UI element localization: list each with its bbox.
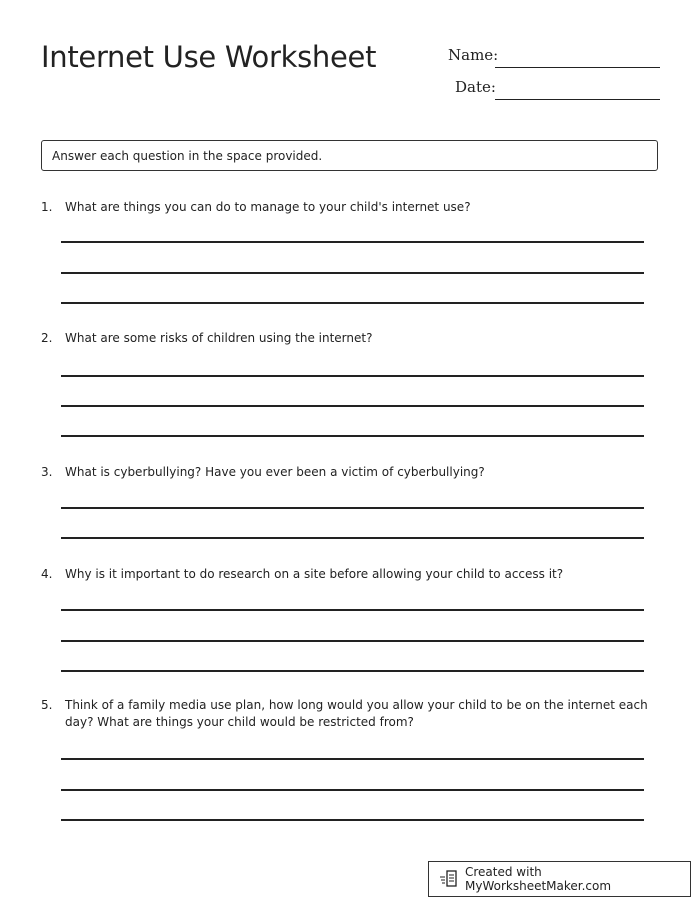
answer-line xyxy=(61,302,644,304)
page-title: Internet Use Worksheet xyxy=(41,40,377,74)
question-4 xyxy=(41,566,656,583)
name-label: Name: xyxy=(448,46,499,64)
answer-line xyxy=(61,670,644,672)
question-line: What are some risks of children using the internet? xyxy=(65,331,373,345)
question-text xyxy=(41,697,656,731)
question-text xyxy=(41,199,656,216)
answer-line xyxy=(61,537,644,539)
answer-line xyxy=(61,789,644,791)
question-line: What is cyberbullying? Have you ever been a victim of cyberbullying? xyxy=(65,465,485,479)
answer-line xyxy=(61,272,644,274)
worksheet-maker-logo-icon xyxy=(439,869,459,889)
question-text xyxy=(41,464,656,481)
answer-line xyxy=(61,405,644,407)
question-text xyxy=(41,566,656,583)
answer-line xyxy=(61,507,644,509)
question-number: 3. xyxy=(41,465,53,479)
question-line: Why is it important to do research on a site before allowing your child to access it? xyxy=(65,567,564,581)
date-line xyxy=(495,99,660,100)
answer-line xyxy=(61,609,644,611)
question-line: Think of a family media use plan, how long would you allow your child to be on the internet each xyxy=(65,698,648,712)
question-number: 4. xyxy=(41,567,53,581)
question-number: 5. xyxy=(41,698,53,712)
question-2 xyxy=(41,330,656,347)
created-with-badge[interactable] xyxy=(428,861,691,897)
date-label: Date: xyxy=(455,78,496,96)
name-field xyxy=(440,46,660,68)
answer-line xyxy=(61,241,644,243)
question-number: 2. xyxy=(41,331,53,345)
name-line xyxy=(495,67,660,68)
answer-line xyxy=(61,819,644,821)
answer-line xyxy=(61,375,644,377)
answer-line xyxy=(61,758,644,760)
date-field xyxy=(440,78,660,100)
answer-line xyxy=(61,435,644,437)
instructions-box: Answer each question in the space provided. xyxy=(41,140,658,171)
question-text xyxy=(41,330,656,347)
question-5 xyxy=(41,697,656,731)
question-line: day? What are things your child would be restricted from? xyxy=(65,715,414,729)
badge-text: Created with MyWorksheetMaker.com xyxy=(465,865,612,893)
question-line: What are things you can do to manage to your child's internet use? xyxy=(65,200,471,214)
question-1 xyxy=(41,199,656,216)
answer-line xyxy=(61,640,644,642)
question-number: 1. xyxy=(41,200,53,214)
question-3 xyxy=(41,464,656,481)
